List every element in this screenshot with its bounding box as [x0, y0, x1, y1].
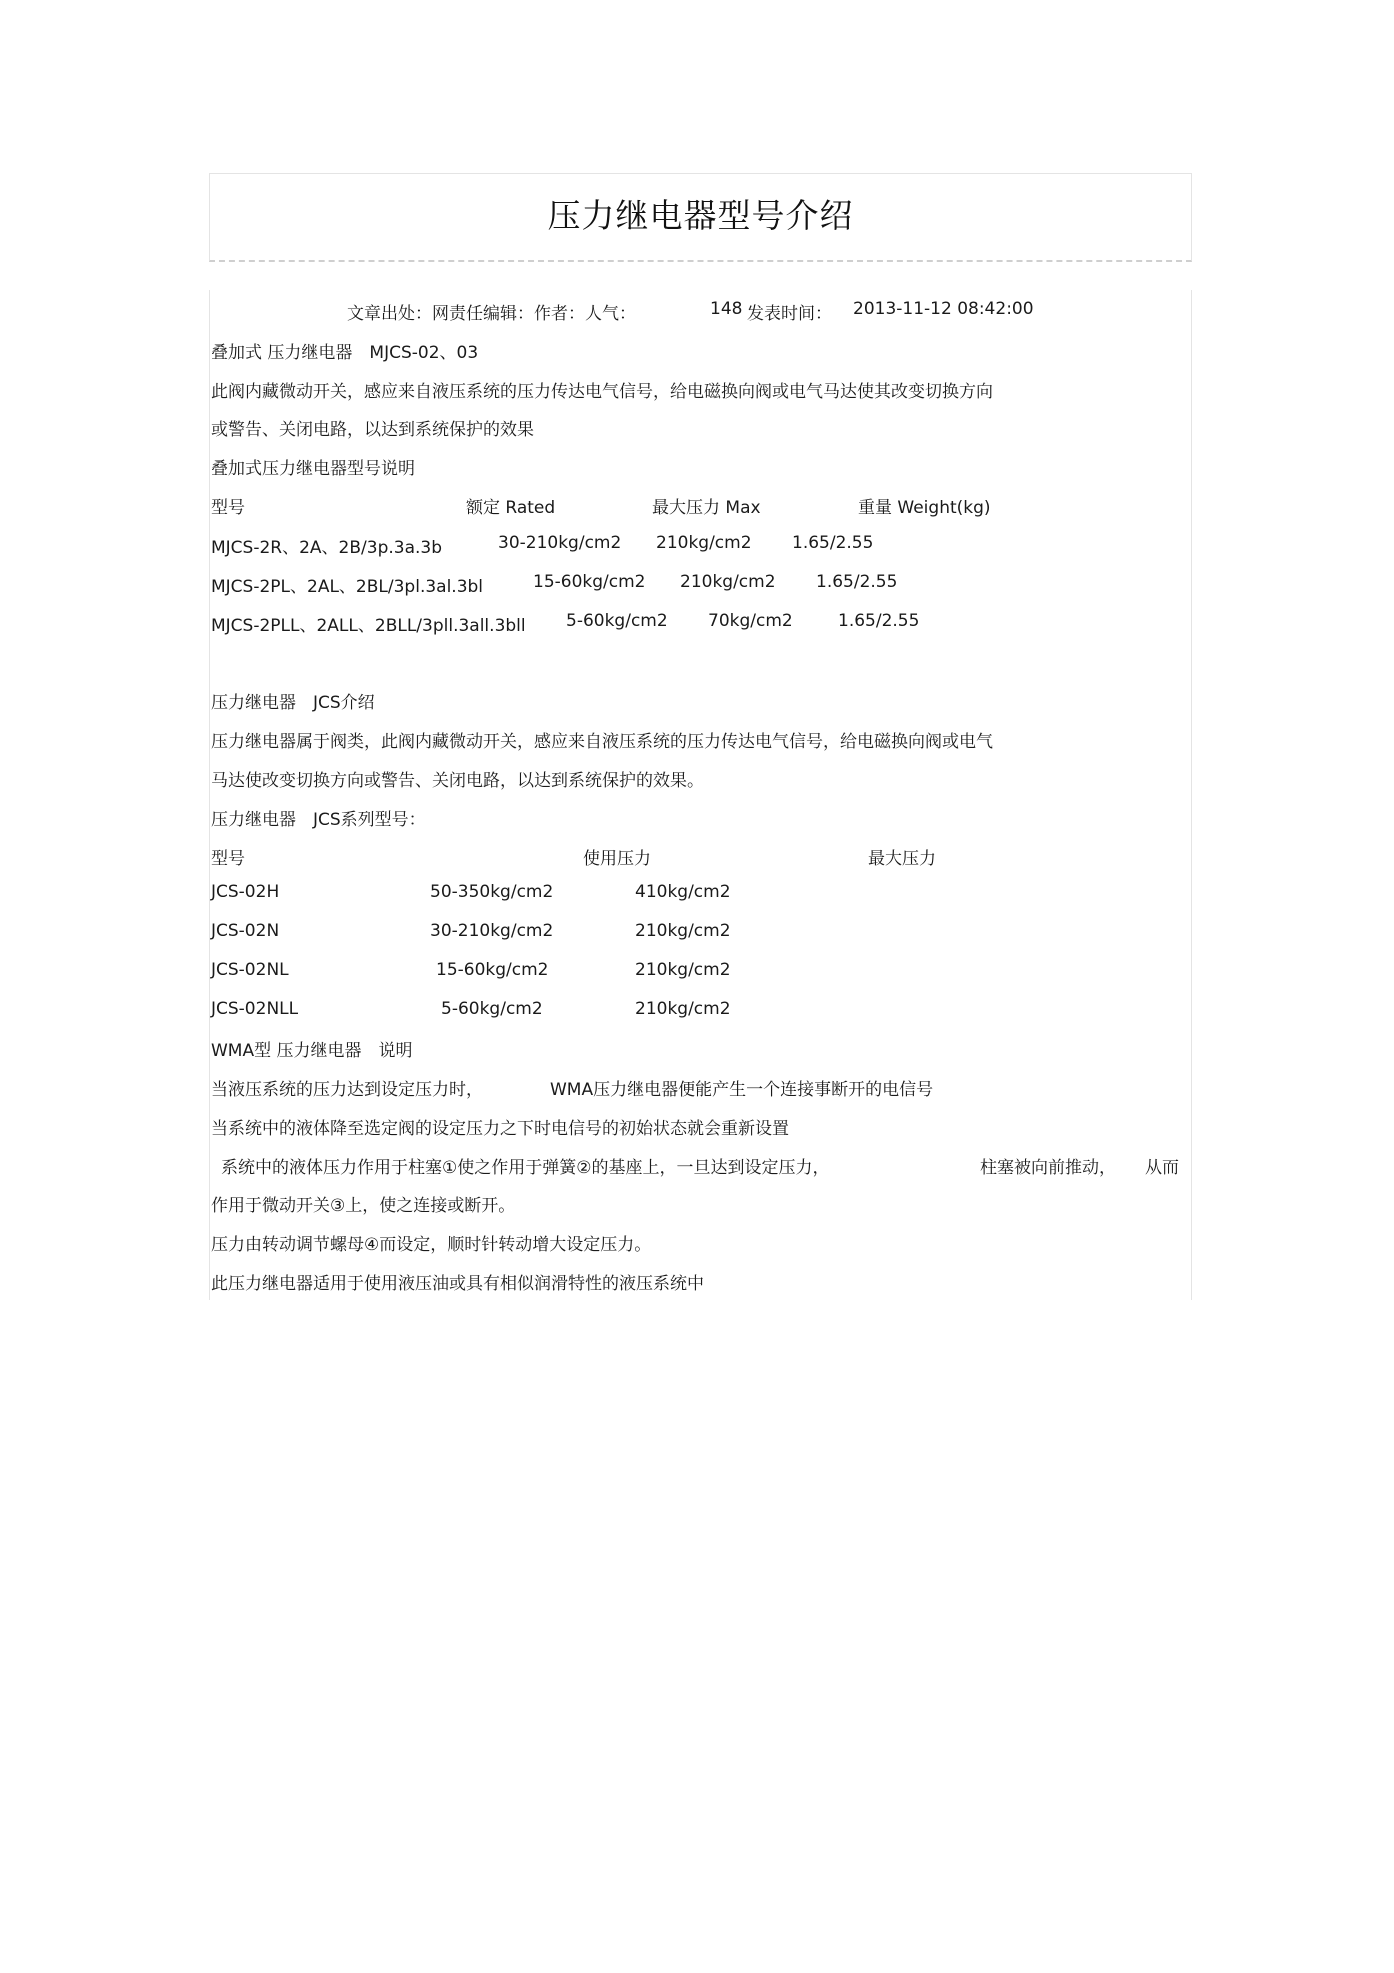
table2-row-model: JCS-02NLL: [211, 999, 299, 1019]
section3-line1a: 当液压系统的压力达到设定压力时，: [211, 1080, 483, 1100]
title-box: [209, 173, 1192, 262]
table1-row-model: MJCS-2PLL、2ALL、2BLL/3pll.3all.3bll: [211, 616, 526, 636]
table1-row-model: MJCS-2R、2A、2B/3p.3a.3b: [211, 538, 443, 558]
meta-label: 文章出处：网责任编辑：作者：人气：: [347, 304, 636, 324]
page-title: 压力继电器型号介绍: [547, 196, 854, 235]
table2-row-max: 210kg/cm2: [635, 921, 731, 941]
table2-header-max: 最大压力: [868, 849, 936, 869]
section3-line1b: WMA压力继电器便能产生一个连接事断开的电信号: [550, 1080, 934, 1100]
table2-row-model: JCS-02H: [211, 882, 280, 902]
section2-para-line2: 马达使改变切换方向或警告、关闭电路，以达到系统保护的效果。: [211, 771, 704, 791]
table2-row-use: 30-210kg/cm2: [430, 921, 554, 941]
table1-row-weight: 1.65/2.55: [816, 572, 898, 592]
section1-para-line1: 此阀内藏微动开关，感应来自液压系统的压力传达电气信号，给电磁换向阀或电气马达使其改变切换方向: [211, 382, 993, 402]
meta-views: 148: [710, 299, 743, 319]
table1-row-max: 210kg/cm2: [656, 533, 752, 553]
table2-row-max: 410kg/cm2: [635, 882, 731, 902]
section1-para-line2: 或警告、关闭电路，以达到系统保护的效果: [211, 420, 534, 440]
table2-row-max: 210kg/cm2: [635, 999, 731, 1019]
section3-line3c: 从而: [1145, 1158, 1179, 1178]
table2-row-use: 50-350kg/cm2: [430, 882, 554, 902]
table1-row-weight: 1.65/2.55: [838, 611, 920, 631]
section3-line3b: 柱塞被向前推动，: [980, 1158, 1116, 1178]
table1-row-rated: 5-60kg/cm2: [566, 611, 668, 631]
section2-heading: 压力继电器 JCS介绍: [211, 693, 375, 713]
meta-time-label: 发表时间：: [747, 304, 832, 324]
table2-header-model: 型号: [211, 849, 245, 869]
table1-header-max: 最大压力 Max: [652, 498, 761, 518]
table1-row-rated: 30-210kg/cm2: [498, 533, 622, 553]
table2-row-use: 5-60kg/cm2: [441, 999, 543, 1019]
table1-row-rated: 15-60kg/cm2: [533, 572, 646, 592]
section1-subheading: 叠加式压力继电器型号说明: [211, 459, 415, 479]
section3-line5: 压力由转动调节螺母④而设定，顺时针转动增大设定压力。: [211, 1235, 652, 1255]
table1-row-max: 70kg/cm2: [708, 611, 793, 631]
table2-row-model: JCS-02N: [211, 921, 280, 941]
section3-heading: WMA型 压力继电器 说明: [211, 1041, 413, 1061]
section1-heading: 叠加式 压力继电器 MJCS-02、03: [211, 343, 479, 363]
section3-line6: 此压力继电器适用于使用液压油或具有相似润滑特性的液压系统中: [211, 1274, 704, 1294]
meta-time: 2013-11-12 08:42:00: [853, 299, 1034, 319]
table1-row-weight: 1.65/2.55: [792, 533, 874, 553]
content-box: [209, 290, 1192, 1300]
table2-row-max: 210kg/cm2: [635, 960, 731, 980]
section2-para-line1: 压力继电器属于阀类，此阀内藏微动开关，感应来自液压系统的压力传达电气信号，给电磁换向阀或电气: [211, 732, 993, 752]
table1-row-model: MJCS-2PL、2AL、2BL/3pl.3al.3bl: [211, 577, 484, 597]
table2-header-use: 使用压力: [583, 849, 651, 869]
table1-header-rated: 额定 Rated: [466, 498, 556, 518]
section3-line4: 作用于微动开关③上，使之连接或断开。: [211, 1196, 516, 1216]
table1-header-weight: 重量 Weight(kg): [858, 498, 991, 518]
section3-line3a: 系统中的液体压力作用于柱塞①使之作用于弹簧②的基座上，一旦达到设定压力，: [221, 1158, 830, 1178]
section2-series-heading: 压力继电器 JCS系列型号：: [211, 810, 426, 830]
table2-row-use: 15-60kg/cm2: [436, 960, 549, 980]
table2-row-model: JCS-02NL: [211, 960, 289, 980]
table1-header-model: 型号: [211, 498, 245, 518]
section3-line2: 当系统中的液体降至选定阀的设定压力之下时电信号的初始状态就会重新设置: [211, 1119, 789, 1139]
table1-row-max: 210kg/cm2: [680, 572, 776, 592]
